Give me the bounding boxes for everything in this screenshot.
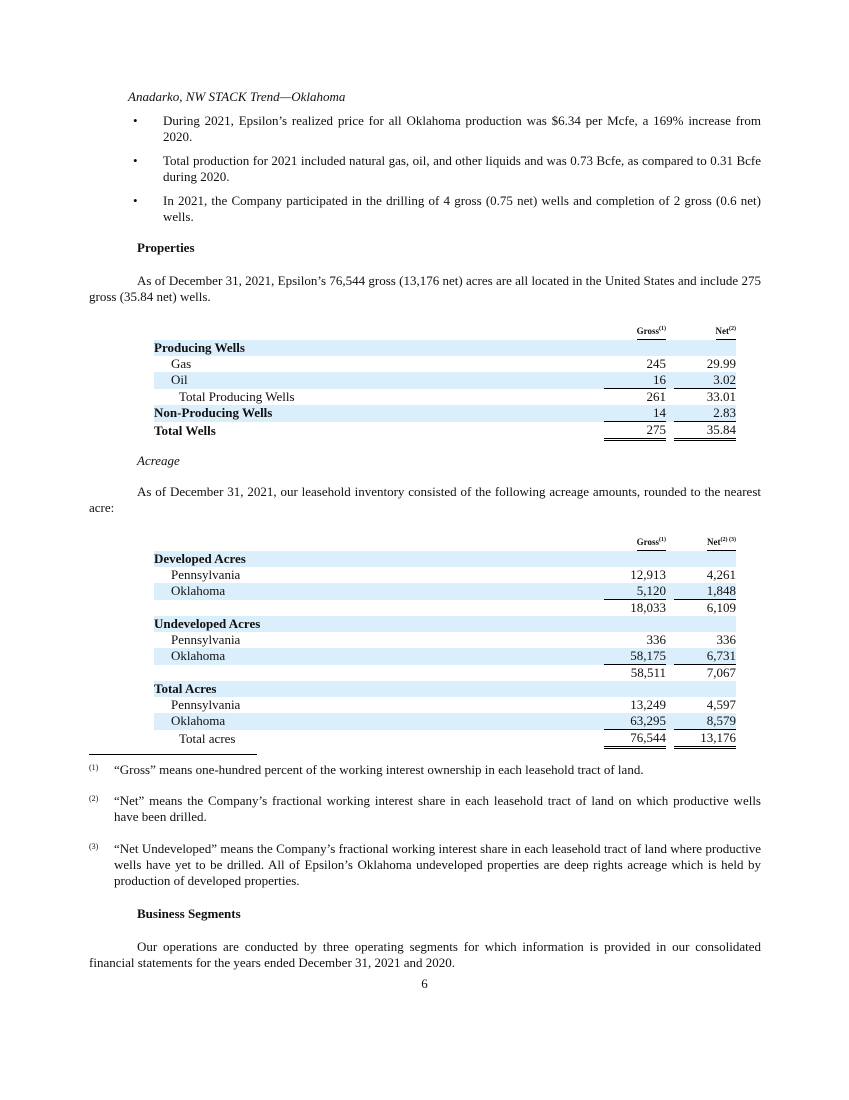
table-row: Oklahoma 63,295 8,579 <box>154 713 736 730</box>
table-row: Total Producing Wells 261 33.01 <box>179 388 736 404</box>
bullet-icon: • <box>133 153 138 168</box>
table-row: Pennsylvania 336 336 <box>171 632 736 647</box>
col-gross-header: Gross$^{(1)}$ <box>637 321 666 340</box>
table-row: Oklahoma 58,175 6,731 <box>154 648 736 665</box>
footnote-2: (2) “Net” means the Company’s fractional working interest share in each leasehold tract of land on which productive wells have been drilled. <box>89 793 761 824</box>
table-row: Oil 16 3.02 <box>154 372 736 389</box>
col-gross-header: Gross$^{(1)}$ <box>637 532 666 551</box>
acreage-heading: Acreage <box>137 453 180 468</box>
page-number: 6 <box>421 976 428 991</box>
table-row: Pennsylvania 12,913 4,261 <box>171 567 736 582</box>
footnote-3: (3) “Net Undeveloped” means the Company’s fractional working interest share in each leasehold tract of land where productive wells have yet to be drilled. All of Epsilon’s Oklahoma undeveloped properties are deep rights acreage which is held by production of developed properties. <box>89 841 761 888</box>
acreage-paragraph: As of December 31, 2021, our leasehold inventory consisted of the following acreage amounts, rounded to the nearest acre: <box>89 484 761 515</box>
table-row: Pennsylvania 13,249 4,597 <box>171 697 736 712</box>
bullet-icon: • <box>133 113 138 128</box>
properties-heading: Properties <box>137 240 195 255</box>
bullet-item: • Total production for 2021 included natural gas, oil, and other liquids and was 0.73 Bcfe, as compared to 0.31 Bcfe during 2020. <box>133 153 761 184</box>
bullet-item: • In 2021, the Company participated in the drilling of 4 gross (0.75 net) wells and completion of 2 gross (0.6 net) wells. <box>133 193 761 224</box>
table-row: Total acres 76,544 13,176 <box>179 730 736 746</box>
table-row: Gas 245 29.99 <box>171 356 736 371</box>
footnote-1: (1) “Gross” means one-hundred percent of the working interest ownership in each leasehold tract of land. <box>89 762 644 777</box>
section-subheading: Anadarko, NW STACK Trend—Oklahoma <box>128 89 346 104</box>
table-row: Non-Producing Wells 14 2.83 <box>154 405 736 421</box>
footnote-divider <box>89 754 257 755</box>
bullet-icon: • <box>133 193 138 208</box>
bullet-list <box>133 113 761 233</box>
segments-heading: Business Segments <box>137 906 241 921</box>
table-row: Total Wells 275 35.84 <box>154 422 736 438</box>
table-header-row <box>154 532 736 551</box>
table-row: 18,033 6,109 <box>630 600 736 615</box>
table-row: Total Acres <box>154 681 736 697</box>
segments-paragraph: Our operations are conducted by three operating segments for which information is provided in our consolidated financial statements for the years ended December 31, 2021 and 2020. <box>89 939 761 970</box>
table-row: Oklahoma 5,120 1,848 <box>154 583 736 600</box>
properties-paragraph: As of December 31, 2021, Epsilon’s 76,544 gross (13,176 net) acres are all located in the United States and include 275 gross (35.84 net) wells. <box>89 273 761 304</box>
table-row: 58,511 7,067 <box>630 665 736 680</box>
table-header-row <box>154 321 736 340</box>
acreage-table <box>154 532 736 749</box>
bullet-item: • During 2021, Epsilon’s realized price for all Oklahoma production was $6.34 per Mcfe, a 169% increase from 2020. <box>133 113 761 144</box>
wells-table <box>154 321 736 441</box>
col-net-header: Net$^{(2) (3)}$ <box>707 532 736 551</box>
table-row: Developed Acres <box>154 551 736 567</box>
table-row: Undeveloped Acres <box>154 616 736 632</box>
col-net-header: Net$^{(2)}$ <box>716 321 737 340</box>
table-row: Producing Wells <box>154 340 736 356</box>
